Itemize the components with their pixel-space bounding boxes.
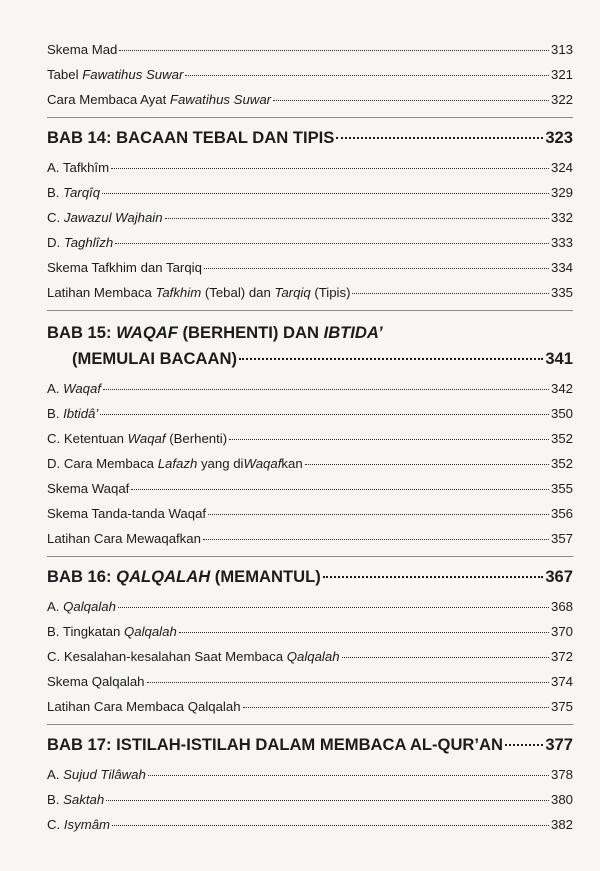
toc-entry[interactable]	[47, 400, 573, 425]
section-divider	[47, 310, 573, 311]
toc-entry[interactable]	[47, 450, 573, 475]
chapter-title: BAB 16: QALQALAH (MEMANTUL)	[47, 567, 321, 586]
entry-title: B. Saktah	[47, 792, 105, 807]
chapter-title: (MEMULAI BACAAN)	[72, 349, 237, 368]
toc-entry[interactable]	[47, 693, 573, 718]
dot-leader	[102, 193, 549, 194]
toc-entry[interactable]	[47, 593, 573, 618]
toc-entry[interactable]	[47, 643, 573, 668]
page-number: 368	[550, 599, 573, 614]
toc-entry[interactable]	[47, 618, 573, 643]
dot-leader	[323, 576, 544, 578]
dot-leader	[119, 50, 549, 51]
dot-leader	[239, 358, 543, 360]
toc-entry[interactable]	[47, 179, 573, 204]
toc-entry[interactable]	[47, 668, 573, 693]
dot-leader	[204, 268, 549, 269]
entry-title: Skema Mad	[47, 42, 118, 57]
page-number: 352	[550, 431, 573, 446]
toc-entry[interactable]	[47, 375, 573, 400]
chapter-heading-16[interactable]	[47, 563, 573, 593]
page-number: 377	[545, 735, 573, 754]
page-number: 329	[550, 185, 573, 200]
dot-leader	[342, 657, 549, 658]
toc-entry[interactable]	[47, 229, 573, 254]
page-number: 375	[550, 699, 573, 714]
toc-entry[interactable]	[47, 279, 573, 304]
section-divider	[47, 117, 573, 118]
dot-leader	[148, 775, 549, 776]
dot-leader	[208, 514, 549, 515]
page-number: 356	[550, 506, 573, 521]
page-number: 355	[550, 481, 573, 496]
entry-title: B. Tarqîq	[47, 185, 101, 200]
entry-title: Cara Membaca Ayat Fawatihus Suwar	[47, 92, 272, 107]
chapter-heading-14[interactable]	[47, 124, 573, 154]
toc-entry[interactable]	[47, 204, 573, 229]
page-number: 313	[550, 42, 573, 57]
chapter-heading-15-continued[interactable]	[47, 345, 573, 375]
dot-leader	[229, 439, 549, 440]
page-number: 322	[550, 92, 573, 107]
page-number: 334	[550, 260, 573, 275]
dot-leader	[179, 632, 549, 633]
page-number: 323	[545, 128, 573, 147]
dot-leader	[118, 607, 549, 608]
dot-leader	[147, 682, 549, 683]
toc-entry[interactable]	[47, 36, 573, 61]
entry-title: Skema Tafkhim dan Tarqiq	[47, 260, 202, 275]
entry-title: B. Tingkatan Qalqalah	[47, 624, 177, 639]
toc-entry[interactable]	[47, 786, 573, 811]
entry-title: D. Taghlîzh	[47, 235, 114, 250]
dot-leader	[111, 168, 549, 169]
toc-entry[interactable]	[47, 61, 573, 86]
toc-entry[interactable]	[47, 425, 573, 450]
toc-entry[interactable]	[47, 475, 573, 500]
dot-leader	[115, 243, 549, 244]
dot-leader	[165, 218, 549, 219]
dot-leader	[100, 414, 549, 415]
chapter-title: BAB 14: BACAAN TEBAL DAN TIPIS	[47, 128, 335, 147]
page-number: 380	[550, 792, 573, 807]
section-divider	[47, 556, 573, 557]
page-number: 374	[550, 674, 573, 689]
entry-title: Skema Qalqalah	[47, 674, 145, 689]
entry-title: Skema Waqaf	[47, 481, 130, 496]
dot-leader	[112, 825, 549, 826]
dot-leader	[352, 293, 549, 294]
dot-leader	[106, 800, 549, 801]
entry-title: Latihan Cara Membaca Qalqalah	[47, 699, 241, 714]
entry-title: C. Jawazul Wajhain	[47, 210, 163, 225]
section-divider	[47, 724, 573, 725]
entry-title: Latihan Cara Mewaqafkan	[47, 531, 201, 546]
table-of-contents	[47, 36, 573, 836]
entry-title: D. Cara Membaca Lafazh yang diWaqafkan	[47, 456, 303, 471]
page-number: 352	[550, 456, 573, 471]
chapter-title: BAB 17: ISTILAH-ISTILAH DALAM MEMBACA AL-QUR’AN	[47, 735, 503, 754]
page-number: 341	[545, 349, 573, 368]
dot-leader	[103, 389, 549, 390]
toc-entry[interactable]	[47, 154, 573, 179]
entry-title: A. Tafkhîm	[47, 160, 110, 175]
dot-leader	[336, 137, 543, 139]
page-number: 332	[550, 210, 573, 225]
toc-entry[interactable]	[47, 525, 573, 550]
entry-title: C. Kesalahan-kesalahan Saat Membaca Qalqalah	[47, 649, 340, 664]
entry-title: C. Isymâm	[47, 817, 111, 832]
entry-title: A. Waqaf	[47, 381, 102, 396]
chapter-heading-15[interactable]: BAB 15: WAQAF (BERHENTI) DAN IBTIDA’	[47, 323, 383, 342]
entry-title: C. Ketentuan Waqaf (Berhenti)	[47, 431, 228, 446]
dot-leader	[185, 75, 549, 76]
toc-entry[interactable]	[47, 811, 573, 836]
toc-entry[interactable]	[47, 86, 573, 111]
dot-leader	[273, 100, 549, 101]
entry-title: A. Qalqalah	[47, 599, 116, 614]
entry-title: Tabel Fawatihus Suwar	[47, 67, 184, 82]
page-number: 335	[550, 285, 573, 300]
page-number: 378	[550, 767, 573, 782]
page-number: 321	[550, 67, 573, 82]
dot-leader	[305, 464, 549, 465]
dot-leader	[131, 489, 549, 490]
page-number: 357	[550, 531, 573, 546]
dot-leader	[505, 744, 543, 746]
toc-entry[interactable]	[47, 761, 573, 786]
toc-entry[interactable]	[47, 500, 573, 525]
page-number: 382	[550, 817, 573, 832]
chapter-heading-17[interactable]	[47, 731, 573, 761]
page-number: 333	[550, 235, 573, 250]
page-number: 370	[550, 624, 573, 639]
entry-title: B. Ibtidâ’	[47, 406, 99, 421]
entry-title: Latihan Membaca Tafkhim (Tebal) dan Tarqiq (Tipis)	[47, 285, 351, 300]
page-number: 367	[545, 567, 573, 586]
page-number: 372	[550, 649, 573, 664]
entry-title: A. Sujud Tilâwah	[47, 767, 146, 782]
page-number: 324	[550, 160, 573, 175]
dot-leader	[203, 539, 549, 540]
page-number: 342	[550, 381, 573, 396]
entry-title: Skema Tanda-tanda Waqaf	[47, 506, 207, 521]
toc-entry[interactable]	[47, 254, 573, 279]
page-number: 350	[550, 406, 573, 421]
dot-leader	[243, 707, 549, 708]
